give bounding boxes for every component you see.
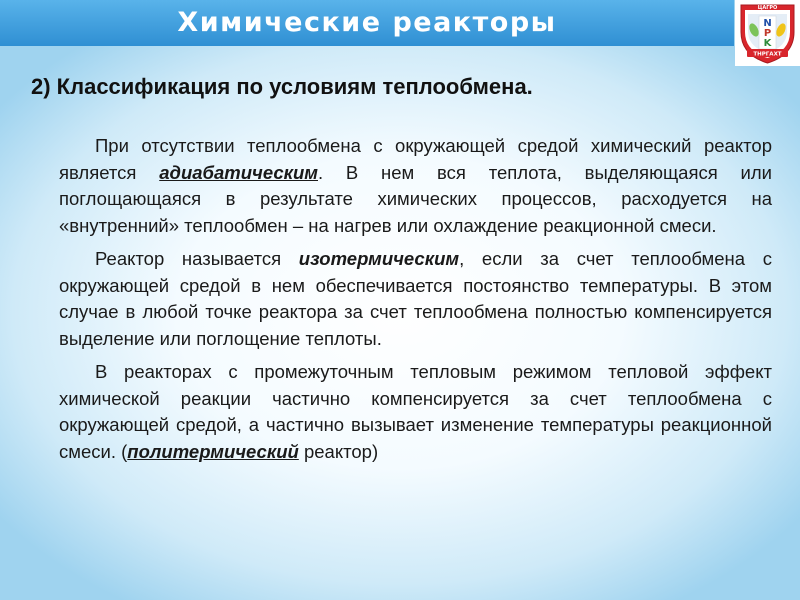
school-shield-logo-icon bbox=[735, 0, 800, 66]
svg-text:N: N bbox=[763, 18, 772, 29]
body-text bbox=[59, 133, 772, 472]
svg-text:ТНРГАХТ: ТНРГАХТ bbox=[753, 51, 782, 58]
slide-title: Химические реакторы bbox=[177, 7, 557, 38]
paragraph-adiabatic: При отсутствии теплообмена с окружающей средой химический реактор является адиабатическим. В нем вся теплота, выделяющаяся или поглощающаяся в результате химических процессов, расходуется на «внутренний» теплообмен – на нагрев или охлаждение реакционной смеси. bbox=[59, 135, 772, 236]
term-polythermal: политермический bbox=[127, 440, 299, 462]
paragraph-isothermal: Реактор называется изотермическим, если за счет теплообмена с окружающей средой в нем обеспечивается постоянство температуры. В этом случае в любой точке реактора за счет теплообмена полностью компенсируется выделение или поглощение теплоты. bbox=[59, 248, 772, 349]
term-adiabatic: адиабатическим bbox=[159, 161, 318, 183]
svg-text:K: K bbox=[763, 38, 772, 49]
section-heading: 2) Классификация по условиям теплообмена. bbox=[31, 74, 533, 99]
term-isothermal: изотермическим bbox=[298, 248, 460, 269]
paragraph-polythermal: В реакторах с промежуточным тепловым режимом тепловой эффект химической реакции частично компенсируется за счет теплообмена с окружающей средой, а частично вызывает изменение температуры реакционной смеси. (политермический реактор) bbox=[59, 361, 772, 462]
svg-text:ЦАГРО: ЦАГРО bbox=[757, 5, 778, 11]
svg-text:P: P bbox=[763, 28, 772, 39]
